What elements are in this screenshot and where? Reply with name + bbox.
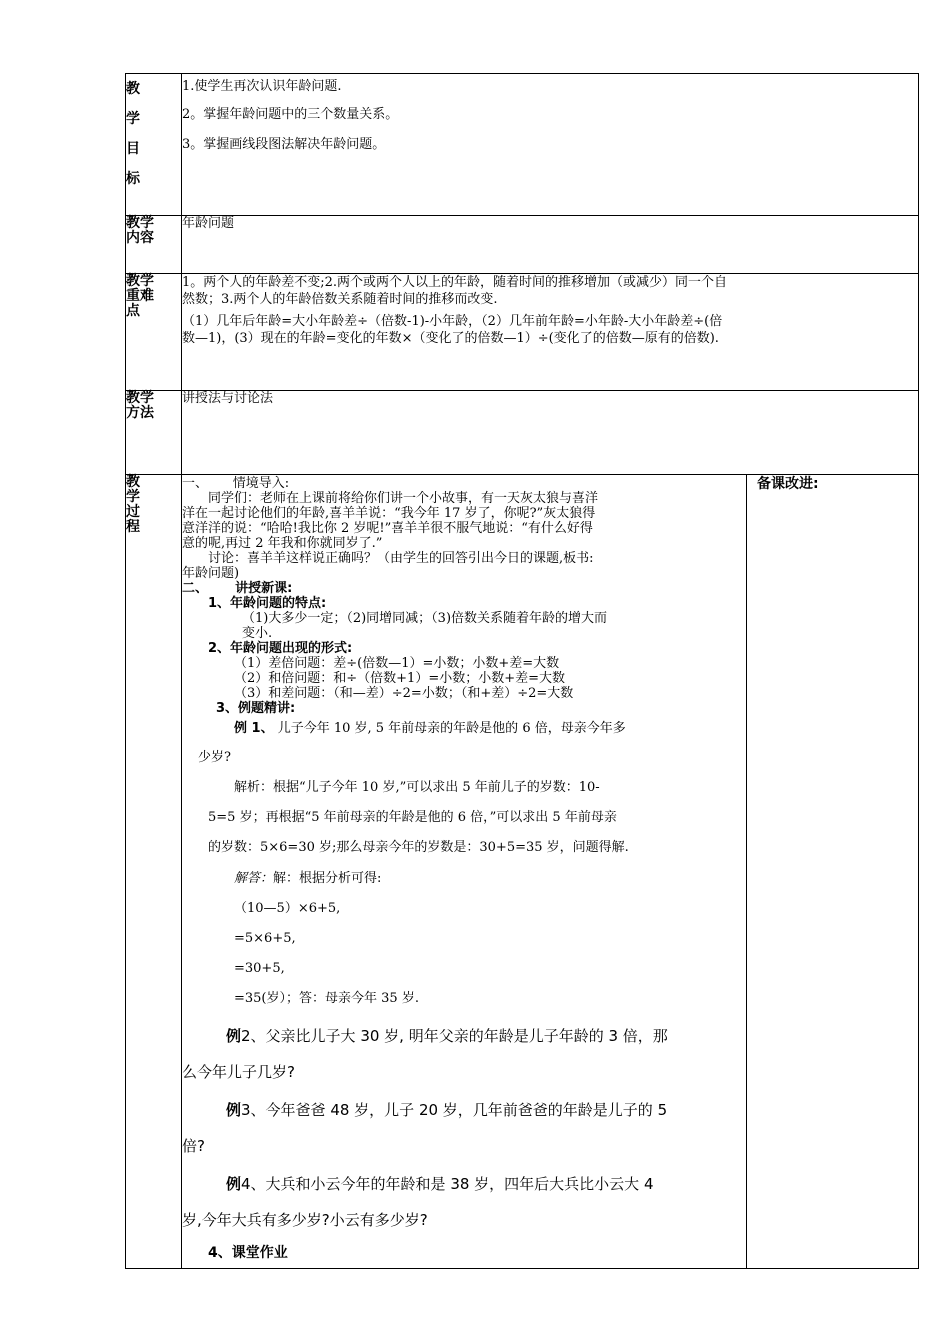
row-goals: [126, 74, 919, 216]
examples-heading: 3、例题精讲:: [216, 701, 296, 716]
label-line: 教学: [126, 390, 154, 406]
analysis-line: 5=5 岁；再根据“5 年前母亲的年龄是他的 6 倍，”可以求出 5 年前母亲: [208, 810, 617, 825]
form-line: （3）和差问题：（和—差）÷2=小数；（和+差）÷2=大数: [234, 686, 574, 701]
feature-line: 变小.: [242, 626, 273, 641]
lesson-plan-table: [125, 73, 919, 1269]
keypoint-line: （1）几年后年龄=大小年龄差÷（倍数-1)-小年龄，（2）几年前年龄=小年龄-大小年龄差÷(倍: [182, 314, 723, 329]
example-text-cont: 倍?: [182, 1137, 205, 1155]
forms-heading: 2、年龄问题出现的形式:: [208, 641, 353, 656]
example-text-cont: 岁,今年大兵有多少岁?小云有多少岁?: [182, 1211, 428, 1229]
calc-line: =30+5,: [234, 961, 285, 976]
example-2: [182, 1018, 746, 1054]
label-line: 重难: [126, 288, 154, 304]
analysis-line: 的岁数：5×6=30 岁;那么母亲今年的岁数是：30+5=35 岁，问题得解.: [208, 840, 629, 855]
label-char: 学: [126, 111, 140, 127]
method-value: 讲授法与讨论法: [182, 391, 274, 406]
keypoints-content: [182, 274, 919, 391]
label-line: 点: [126, 303, 140, 319]
label-char: 目: [126, 141, 140, 157]
goals-content: [182, 74, 919, 216]
label-line: 方法: [126, 405, 154, 421]
story-line: 洋在一起讨论他们的年龄,喜羊羊说：“我今年 17 岁了，你呢?”灰太狼得: [182, 506, 596, 521]
label-keypoints: [126, 274, 182, 391]
form-line: （2）和倍问题：和÷（倍数+1）=小数；小数+差=大数: [234, 671, 566, 686]
example-text-cont: 少岁?: [198, 750, 231, 765]
label-char: 学: [126, 489, 140, 505]
homework-heading: 4、课堂作业: [208, 1245, 288, 1261]
example-label: 例: [226, 1175, 242, 1193]
notes-column: [747, 475, 919, 1269]
label-char: 程: [126, 519, 140, 535]
example-label: 例: [226, 1027, 242, 1045]
row-keypoints: [126, 274, 919, 391]
label-char: 教: [126, 81, 140, 97]
example-3: [182, 1092, 746, 1128]
section-heading-intro: 一、 情境导入:: [182, 476, 290, 491]
calc-line: =5×6+5,: [234, 931, 296, 946]
feature-line: （1)大多少一定；（2)同增同减；（3)倍数关系随着年龄的增大而: [242, 611, 608, 626]
method-text: [182, 391, 919, 475]
example-text: 2、父亲比儿子大 30 岁, 明年父亲的年龄是儿子年龄的 3 倍，那: [241, 1027, 668, 1045]
row-method: [126, 391, 919, 475]
answer-label: 解答：: [234, 871, 274, 886]
story-line: 同学们：老师在上课前将给你们讲一个小故事，有一天灰太狼与喜洋: [208, 491, 599, 506]
content-text: [182, 216, 919, 274]
section-heading-new: 二、 讲授新课:: [182, 581, 293, 596]
example-text-cont: 么今年儿子几岁?: [182, 1063, 295, 1081]
example-label: 例 1、: [234, 721, 274, 736]
row-content: [126, 216, 919, 274]
analysis-line: 解析：根据“儿子今年 10 岁,”可以求出 5 年前儿子的岁数：10-: [234, 780, 600, 795]
example-text: 4、大兵和小云今年的年龄和是 38 岁，四年后大兵比小云大 4: [241, 1175, 654, 1193]
goal-item: 1.使学生再次认识年龄问题.: [182, 79, 342, 94]
label-process: [126, 475, 182, 1269]
example-1: [182, 714, 746, 744]
label-char: 教: [126, 474, 140, 490]
example-text: 3、今年爸爸 48 岁，儿子 20 岁，几年前爸爸的年龄是儿子的 5: [241, 1101, 668, 1119]
process-content: [182, 475, 747, 1269]
answer-text: 解：根据分析可得:: [273, 871, 382, 886]
story-line: 意的呢,再过 2 年我和你就同岁了.”: [182, 536, 383, 551]
feature-heading: 1、年龄问题的特点:: [208, 596, 327, 611]
notes-title: 备课改进:: [757, 476, 819, 492]
keypoint-line: 数—1)，(3）现在的年龄=变化的年数×（变化了的倍数—1）÷(变化了的倍数—原有的倍数).: [182, 331, 719, 346]
goal-item: 3。掌握画线段图法解决年龄问题。: [182, 137, 386, 152]
calc-line: =35(岁）；答：母亲今年 35 岁.: [234, 991, 419, 1006]
keypoint-line: 1。两个人的年龄差不变;2.两个或两个人以上的年龄，随着时间的推移增加（或减少）同一个自: [182, 275, 728, 290]
keypoint-line: 然数；3.两个人的年龄倍数关系随着时间的推移而改变.: [182, 292, 498, 307]
label-content: [126, 216, 182, 274]
content-value: 年龄问题: [182, 216, 235, 231]
label-line: 内容: [126, 230, 154, 246]
answer-line: [182, 863, 746, 894]
example-4: [182, 1166, 746, 1202]
discussion-line: 年龄问题): [182, 566, 240, 581]
label-char: 过: [126, 504, 140, 520]
form-line: （1）差倍问题：差÷(倍数—1）=小数；小数+差=大数: [234, 656, 560, 671]
calc-line: （10—5）×6+5,: [234, 901, 341, 916]
label-line: 教学: [126, 215, 154, 231]
goal-item: 2。掌握年龄问题中的三个数量关系。: [182, 107, 399, 122]
label-goals: [126, 74, 182, 216]
label-line: 教学: [126, 273, 154, 289]
row-process: [126, 475, 919, 1269]
label-method: [126, 391, 182, 475]
label-char: 标: [126, 171, 140, 187]
story-line: 意洋洋的说：“哈哈!我比你 2 岁呢!”喜羊羊很不服气地说：“有什么好得: [182, 521, 593, 536]
example-label: 例: [226, 1101, 242, 1119]
example-text: 儿子今年 10 岁, 5 年前母亲的年龄是他的 6 倍，母亲今年多: [273, 721, 626, 736]
discussion-line: 讨论：喜羊羊这样说正确吗？（由学生的回答引出今日的课题,板书:: [208, 551, 594, 566]
